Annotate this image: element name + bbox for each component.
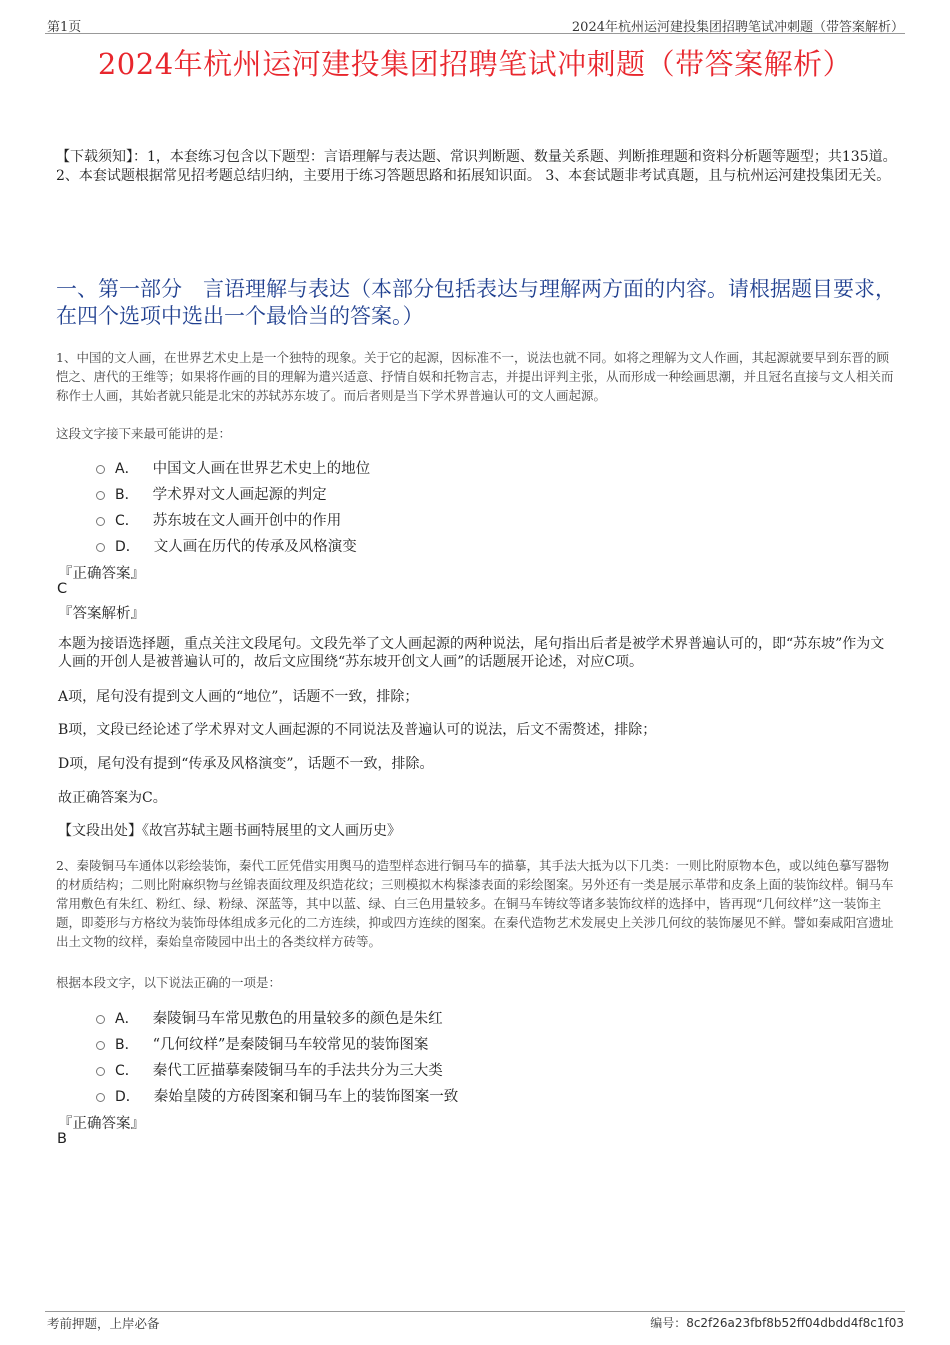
page-number: 第1页 <box>47 20 82 35</box>
q2-option-b[interactable] <box>96 1033 428 1054</box>
radio-icon[interactable] <box>96 1015 105 1024</box>
radio-icon[interactable] <box>96 491 105 500</box>
question-1-text: 1、中国的文人画，在世界艺术史上是一个独特的现象。关于它的起源，因标准不一，说法也就不同。如将之理解为文人作画，其起源就要早到东晋的顾恺之、唐代的王维等；如果将作画的目的理解为遣兴适意、抒情自娱和托物言志，并提出评判主张，从而形成一种绘画思潮，并且冠名直接与文人相关而称作士人画，其始者就只能是北宋的苏轼苏东坡了。而后者则是当下学术界普遍认可的文人画起源。 <box>56 350 894 403</box>
q1-analysis-paragraph: 故正确答案为C。 <box>58 790 167 806</box>
q1-analysis-label: 『答案解析』 <box>58 606 145 622</box>
option-letter: D． <box>115 1088 140 1105</box>
q2-option-d[interactable] <box>96 1085 458 1106</box>
running-title: 2024年杭州运河建投集团招聘笔试冲刺题（带答案解析） <box>571 20 904 35</box>
option-letter: D． <box>115 538 140 555</box>
option-text: 秦始皇陵的方砖图案和铜马车上的装饰图案一致 <box>153 1089 459 1105</box>
document-title: 2024年杭州运河建投集团招聘笔试冲刺题（带答案解析） <box>97 47 853 81</box>
radio-icon[interactable] <box>96 517 105 526</box>
question-1-prompt: 这段文字接下来最可能讲的是： <box>56 426 232 441</box>
q2-answer: B <box>57 1131 67 1147</box>
q1-answer: C <box>57 581 68 597</box>
question-2-prompt: 根据本段文字，以下说法正确的一项是： <box>56 975 282 990</box>
q1-analysis-paragraph: B项，文段已经论述了学术界对文人画起源的不同说法及普遍认可的说法，后文不需赘述，排除； <box>58 722 657 738</box>
option-text: “几何纹样”是秦陵铜马车较常见的装饰图案 <box>152 1037 429 1053</box>
q1-source-citation: 【文段出处】《故宫苏轼主题书画特展里的文人画历史》 <box>58 823 401 839</box>
document-id: 编号：8c2f26a23fbf8b52ff04dbdd4f8c1f03 <box>650 1316 904 1330</box>
option-letter: C． <box>115 1062 139 1079</box>
q1-option-a[interactable] <box>96 457 370 478</box>
option-text: 秦陵铜马车常见敷色的用量较多的颜色是朱红 <box>152 1011 443 1027</box>
option-letter: A． <box>115 1010 139 1027</box>
q1-analysis-paragraph: A项，尾句没有提到文人画的“地位”，话题不一致，排除； <box>58 689 419 705</box>
q1-analysis-paragraph: 本题为接语选择题，重点关注文段尾句。文段先举了文人画起源的两种说法，尾句指出后者是被学术界普遍认可的，即“苏东坡”作为文人画的开创人是被普遍认可的，故后文应围绕“苏东坡开创文人画”的话题展开论述，对应C项。 <box>58 636 885 670</box>
q2-answer-label: 『正确答案』 <box>58 1116 145 1132</box>
radio-icon[interactable] <box>96 465 105 474</box>
header-divider <box>45 33 905 34</box>
footer-divider <box>45 1311 905 1312</box>
q1-option-b[interactable] <box>96 483 327 504</box>
q2-option-c[interactable] <box>96 1059 443 1080</box>
question-2-text: 2、秦陵铜马车通体以彩绘装饰，秦代工匠凭借实用舆马的造型样态进行铜马车的描摹，其手法大抵为以下几类：一则比附原物本色，或以纯色摹写器物的材质结构；二则比附麻织物与丝锦表面纹理及织造花纹；三则模拟木构髹漆表面的彩绘图案。另外还有一类是展示革带和皮条上面的装饰纹样。铜马车常用敷色有朱红、粉红、绿、粉绿、深蓝等，其中以蓝、绿、白三色用量较多。在铜马车铸纹等诸多装饰纹样的选择中，皆再现“几何纹样”这一装饰主题，即菱形与方格纹为装饰母体组成多元化的二方连续，抑或四方连续的图案。在秦代造物艺术发展史上关涉几何纹的装饰屡见不鲜。譬如秦咸阳宫遗址出土文物的纹样，秦始皇帝陵园中出土的各类纹样方砖等。 <box>56 858 894 949</box>
option-letter: B． <box>115 1036 139 1053</box>
q2-option-a[interactable] <box>96 1007 443 1028</box>
radio-icon[interactable] <box>96 1093 105 1102</box>
option-letter: A． <box>115 460 139 477</box>
radio-icon[interactable] <box>96 1041 105 1050</box>
radio-icon[interactable] <box>96 1067 105 1076</box>
option-text: 学术界对文人画起源的判定 <box>152 487 327 503</box>
footer-slogan: 考前押题，上岸必备 <box>47 1316 160 1331</box>
q1-option-c[interactable] <box>96 509 341 530</box>
q1-option-d[interactable] <box>96 535 357 556</box>
option-letter: B． <box>115 486 139 503</box>
download-notice: 【下载须知】：1，本套练习包含以下题型：言语理解与表达题、常识判断题、数量关系题、判断推理题和资料分析题等题型；共135道。 2、本套试题根据常见招考题总结归纳，主要用于练习答题思路和拓展知识面。 3、本套试题非考试真题，且与杭州运河建投集团无关。 <box>56 149 897 184</box>
radio-icon[interactable] <box>96 543 105 552</box>
option-text: 中国文人画在世界艺术史上的地位 <box>152 461 371 477</box>
option-text: 苏东坡在文人画开创中的作用 <box>152 513 342 529</box>
q1-answer-label: 『正确答案』 <box>58 566 145 582</box>
option-letter: C． <box>115 512 139 529</box>
option-text: 秦代工匠描摹秦陵铜马车的手法共分为三大类 <box>152 1063 443 1079</box>
option-text: 文人画在历代的传承及风格演变 <box>153 539 357 555</box>
section-heading: 一、第一部分 言语理解与表达（本部分包括表达与理解两方面的内容。请根据题目要求，在四个选项中选出一个最恰当的答案。） <box>56 277 896 328</box>
q1-analysis-paragraph: D项，尾句没有提到“传承及风格演变”，话题不一致，排除。 <box>58 756 434 772</box>
